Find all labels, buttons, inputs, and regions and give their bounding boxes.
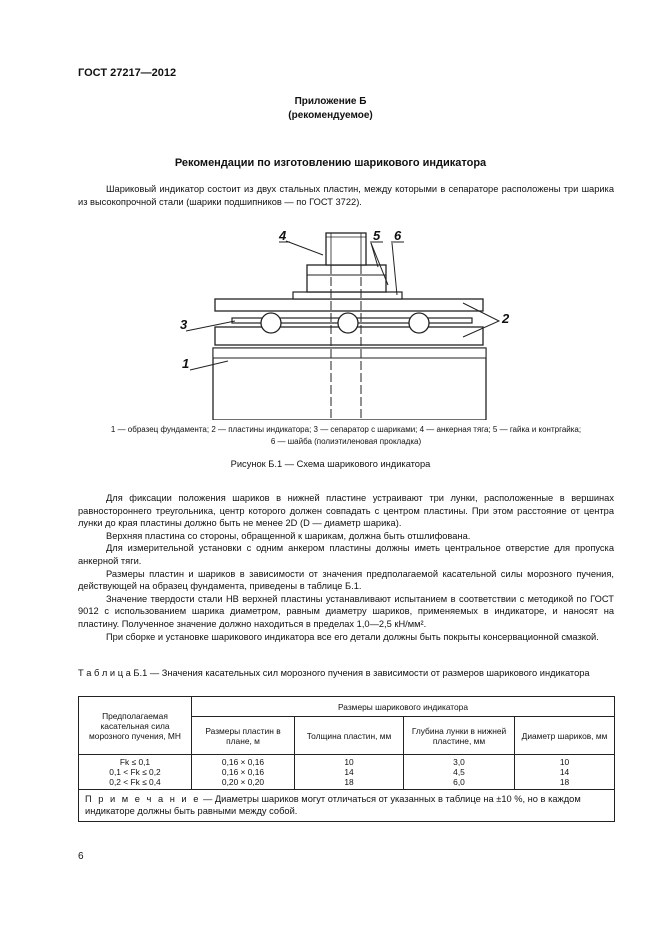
header-force: Предполагаемая касательная сила морозного пучения, МН [79, 697, 192, 755]
figure-legend [78, 424, 614, 447]
standard-header: ГОСТ 27217—2012 [78, 67, 177, 79]
plate-size-2: 0,16 × 0,16 [221, 767, 265, 777]
label-2: 2 [502, 311, 510, 326]
table-note [79, 790, 615, 822]
plate-size-1: 0,16 × 0,16 [221, 757, 265, 767]
force-1: Fk ≤ 0,1 [119, 757, 151, 767]
paragraph-4: Размеры пластин и шариков в зависимости от значения предполагаемой касательной силы морозного пучения, действующей на образец фундамента, приведены в таблице Б.1. [78, 568, 614, 592]
cell-plate-sizes [192, 755, 295, 790]
cell-thickness [295, 755, 404, 790]
legend-line-1: 1 — образец фундамента; 2 — пластины индикатора; 3 — сепаратор с шариками; 4 — анкерная тяга; 5 — гайка и контргайка; [110, 425, 582, 434]
figure-caption: Рисунок Б.1 — Схема шарикового индикатора [230, 459, 431, 469]
diameter-3: 18 [559, 777, 570, 787]
label-4: 4 [279, 228, 287, 243]
label-1: 1 [182, 356, 190, 371]
header-thickness: Толщина пластин, мм [295, 717, 404, 755]
paragraph-6: При сборке и установке шарикового индикатора все его детали должны быть покрыты консервационной смазкой. [106, 631, 599, 642]
depth-2: 4,5 [453, 767, 465, 777]
label-3: 3 [180, 317, 188, 332]
indicator-table [78, 696, 615, 822]
depth-1: 3,0 [453, 757, 465, 767]
legend-line-2: 6 — шайба (полиэтиленовая прокладка) [270, 436, 422, 446]
washer [293, 292, 402, 299]
ball-right [409, 313, 429, 333]
paragraph-5: Значение твердости стали HB верхней пластины устанавливают испытанием в соответствии с методикой по ГОСТ 9012 с использованием шарика диаметром, равным диаметру шариков, применяемых в индикаторе, и наносят на пластину. Полученное значение должно находиться в пределах 1,0—2,5 кН/мм². [78, 593, 614, 629]
thickness-3: 18 [344, 777, 354, 787]
table-data-row [79, 755, 615, 790]
paragraph-2: Верхняя пластина со стороны, обращенной к шарикам, должна быть отшлифована. [106, 530, 471, 541]
depth-3: 6,0 [453, 777, 465, 787]
foundation-sample [213, 348, 486, 420]
ball-indicator-diagram [180, 225, 520, 420]
table-caption-text: Б.1 — Значения касательных сил морозного пучения в зависимости от размеров шарикового индикатора [133, 668, 590, 678]
cell-diameter [515, 755, 615, 790]
cell-forces [79, 755, 192, 790]
intro-text: Шариковый индикатор состоит из двух стальных пластин, между которыми в сепараторе расположены три шарика из высокопрочной стали (шарики подшипников — по ГОСТ 3722). [78, 184, 614, 207]
section-title: Рекомендации по изготовлению шарикового индикатора [174, 157, 487, 169]
diameter-1: 10 [559, 757, 570, 767]
page-number: 6 [78, 851, 84, 862]
ball-left [261, 313, 281, 333]
annex-kind: (рекомендуемое) [288, 110, 373, 121]
upper-plate [215, 299, 483, 311]
header-diameter: Диаметр шариков, мм [515, 717, 615, 755]
note-text: — Диаметры шариков могут отличаться от указанных в таблице на ±10 %, но в каждом индикаторе должны быть равными между собой. [85, 794, 581, 817]
header-depth: Глубина лунки в нижней пластине, мм [404, 717, 515, 755]
table-caption [78, 667, 614, 679]
paragraph-3: Для измерительной установки с одним анкером пластины должны иметь центральное отверстие для пропуска анкерной тяги. [78, 543, 614, 566]
label-6: 6 [394, 228, 402, 243]
header-group: Размеры шарикового индикатора [192, 697, 615, 717]
nut [307, 265, 386, 292]
force-3: 0,2 < Fk ≤ 0,4 [109, 777, 161, 787]
annex-title: Приложение Б [294, 96, 367, 107]
thickness-2: 14 [344, 767, 354, 777]
plate-size-3: 0,20 × 0,20 [221, 777, 265, 787]
paragraph-1: Для фиксации положения шариков в нижней пластине устраивают три лунки, расположенные в вершинах равностороннего треугольника, центр которого должен совпадать с центром пластины. При этом расстояние от центра лунки до края пластины должно быть не менее 2D (D — диаметр шарика). [78, 493, 614, 529]
body-text [78, 492, 614, 643]
force-2: 0,1 < Fk ≤ 0,2 [109, 767, 161, 777]
note-prefix: П р и м е ч а н и е [85, 794, 201, 804]
thickness-1: 10 [344, 757, 354, 767]
table-caption-prefix: Т а б л и ц а [78, 668, 131, 678]
intro-paragraph [78, 183, 614, 208]
cell-depth [404, 755, 515, 790]
ball-center [338, 313, 358, 333]
label-5: 5 [373, 228, 381, 243]
diameter-2: 14 [559, 767, 570, 777]
header-plate-size: Размеры пластин в плане, м [192, 717, 295, 755]
